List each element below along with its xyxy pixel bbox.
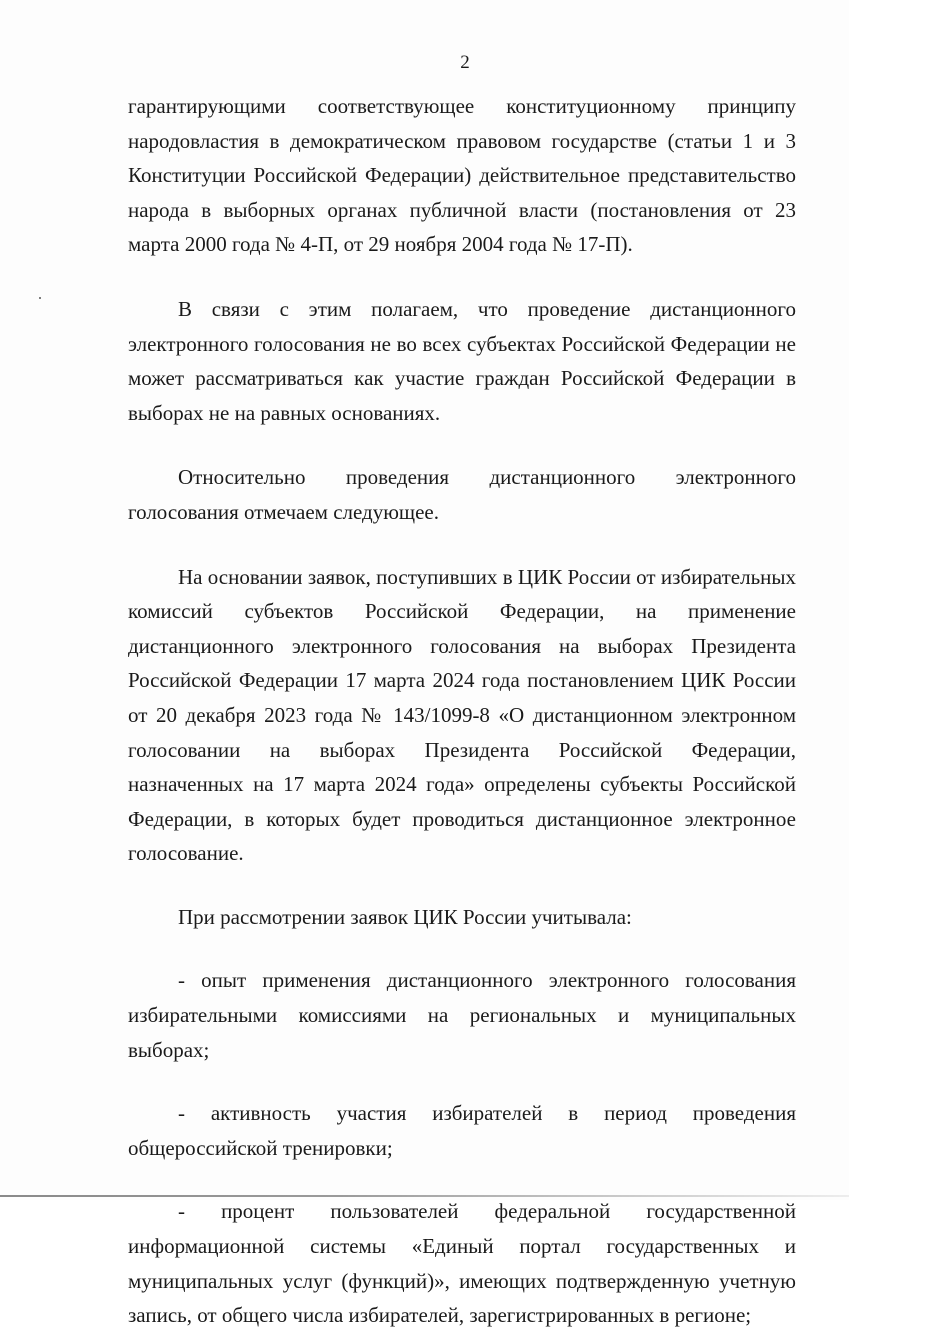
document-body: [128, 89, 796, 1333]
paragraph-applications: На основании заявок, поступивших в ЦИК России от избирательных комиссий субъектов Российской Федерации, на применение дистанционного электронного голосования на выборах Президента Российской Федерации 17 марта 2024 года постановлением ЦИК России от 20 декабря 2023 года № 143/1099-8 «О дистанционном электронном голосовании на выборах Президента Российской Федерации, назначенных на 17 марта 2024 года» определены субъекты Российской Федерации, в которых будет проводиться дистанционное электронное голосование.: [128, 564, 796, 866]
list-item-activity: - активность участия избирателей в период проведения общероссийской тренировки;: [128, 1101, 796, 1160]
paragraph-intro: Относительно проведения дистанционного электронного голосования отмечаем следующее.: [128, 465, 796, 524]
list-item-gosuslugi: - процент пользователей федеральной государственной информационной системы «Единый портал государственных и муниципальных услуг (функций)», имеющих подтвержденную учетную запись, от общего числа избирателей, зарегистрированных в регионе;: [128, 1199, 796, 1328]
scan-speck: [39, 297, 41, 299]
list-item-experience: - опыт применения дистанционного электронного голосования избирательными комиссиями на региональных и муниципальных выборах;: [128, 968, 796, 1062]
scan-edge-line: [0, 1195, 849, 1197]
paragraph-conclusion: В связи с этим полагаем, что проведение дистанционного электронного голосования не во всех субъектах Российской Федерации не может рассматриваться как участие граждан Российской Федерации в выборах не на равных основаниях.: [128, 296, 796, 425]
page-number: 2: [460, 52, 470, 73]
paragraph-continuation: гарантирующими соответствующее конституционному принципу народовластия в демократическом правовом государстве (статьи 1 и 3 Конституции Российской Федерации) действительное представительство народа в выборных органах публичной власти (постановления от 23 марта 2000 года № 4-П, от 29 ноября 2004 года № 17-П).: [128, 94, 796, 257]
paragraph-criteria-heading: При рассмотрении заявок ЦИК России учитывала:: [178, 904, 632, 929]
